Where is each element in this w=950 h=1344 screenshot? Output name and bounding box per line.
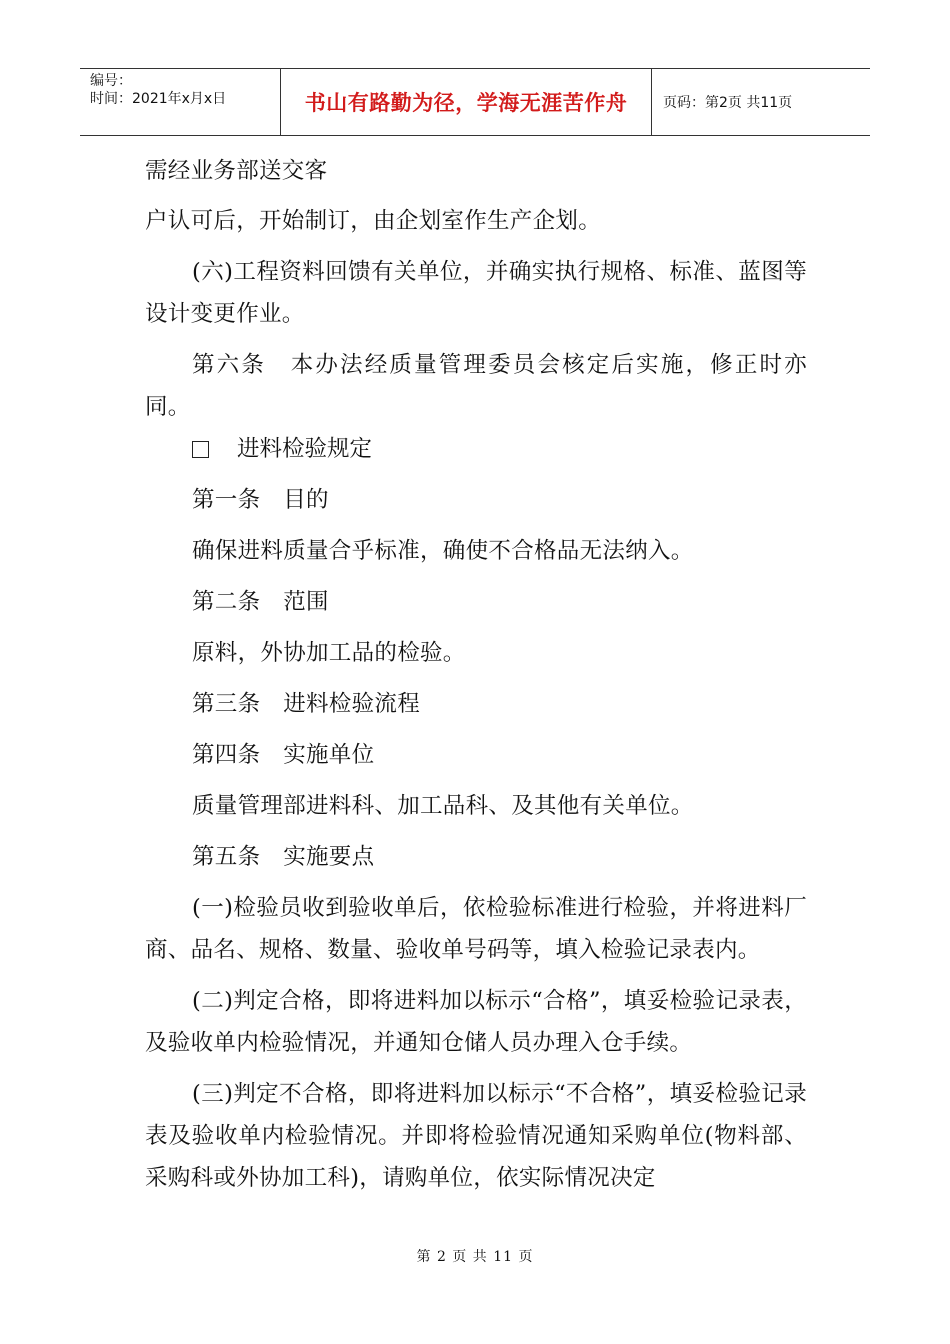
page-footer: 第 2 页 共 11 页 (416, 1249, 534, 1265)
header-page-info: 页码：第2页 共11页 (663, 95, 793, 111)
list-item: (三)判定不合格，即将进料加以标示“不合格”，填妥检验记录表及验收单内检验情况。并即将检验情况通知采购单位(物料部、采购科或外协加工科)，请购单位，依实际情况决定 (145, 1081, 807, 1191)
article-heading: 第二条 范围 (192, 589, 329, 615)
checkbox-square-icon (192, 441, 209, 458)
document-body (145, 150, 807, 1199)
paragraph: 质量管理部进料科、加工品科、及其他有关单位。 (192, 793, 694, 819)
list-item: (二)判定合格，即将进料加以标示“合格”，填妥检验记录表，及验收单内检验情况，并通知仓储人员办理入仓手续。 (145, 988, 807, 1056)
list-item: (一)检验员收到验收单后，依检验标准进行检验，并将进料厂商、品名、规格、数量、验收单号码等，填入检验记录表内。 (145, 895, 807, 963)
paragraph: 需经业务部送交客 (145, 158, 328, 184)
date-label: 时间：2021年x月x日 (90, 91, 227, 107)
page-header (80, 68, 870, 136)
paragraph: 第六条 本办法经质量管理委员会核定后实施，修正时亦同。 (145, 352, 807, 420)
section-heading (145, 428, 807, 470)
section-title: 进料检验规定 (237, 436, 373, 462)
header-meta (80, 69, 281, 135)
paragraph: 户认可后，开始制订，由企划室作生产企划。 (145, 208, 602, 234)
article-heading: 第一条 目的 (192, 487, 329, 513)
article-heading: 第三条 进料检验流程 (192, 691, 421, 717)
article-heading: 第四条 实施单位 (192, 742, 375, 768)
header-motto: 书山有路勤为径，学海无涯苦作舟 (281, 69, 652, 135)
paragraph: 原料，外协加工品的检验。 (192, 640, 466, 666)
paragraph: (六)工程资料回馈有关单位，并确实执行规格、标准、蓝图等设计变更作业。 (145, 259, 807, 327)
article-heading: 第五条 实施要点 (192, 844, 375, 870)
paragraph: 确保进料质量合乎标准，确使不合格品无法纳入。 (192, 538, 694, 564)
doc-number-label: 编号： (90, 73, 132, 89)
